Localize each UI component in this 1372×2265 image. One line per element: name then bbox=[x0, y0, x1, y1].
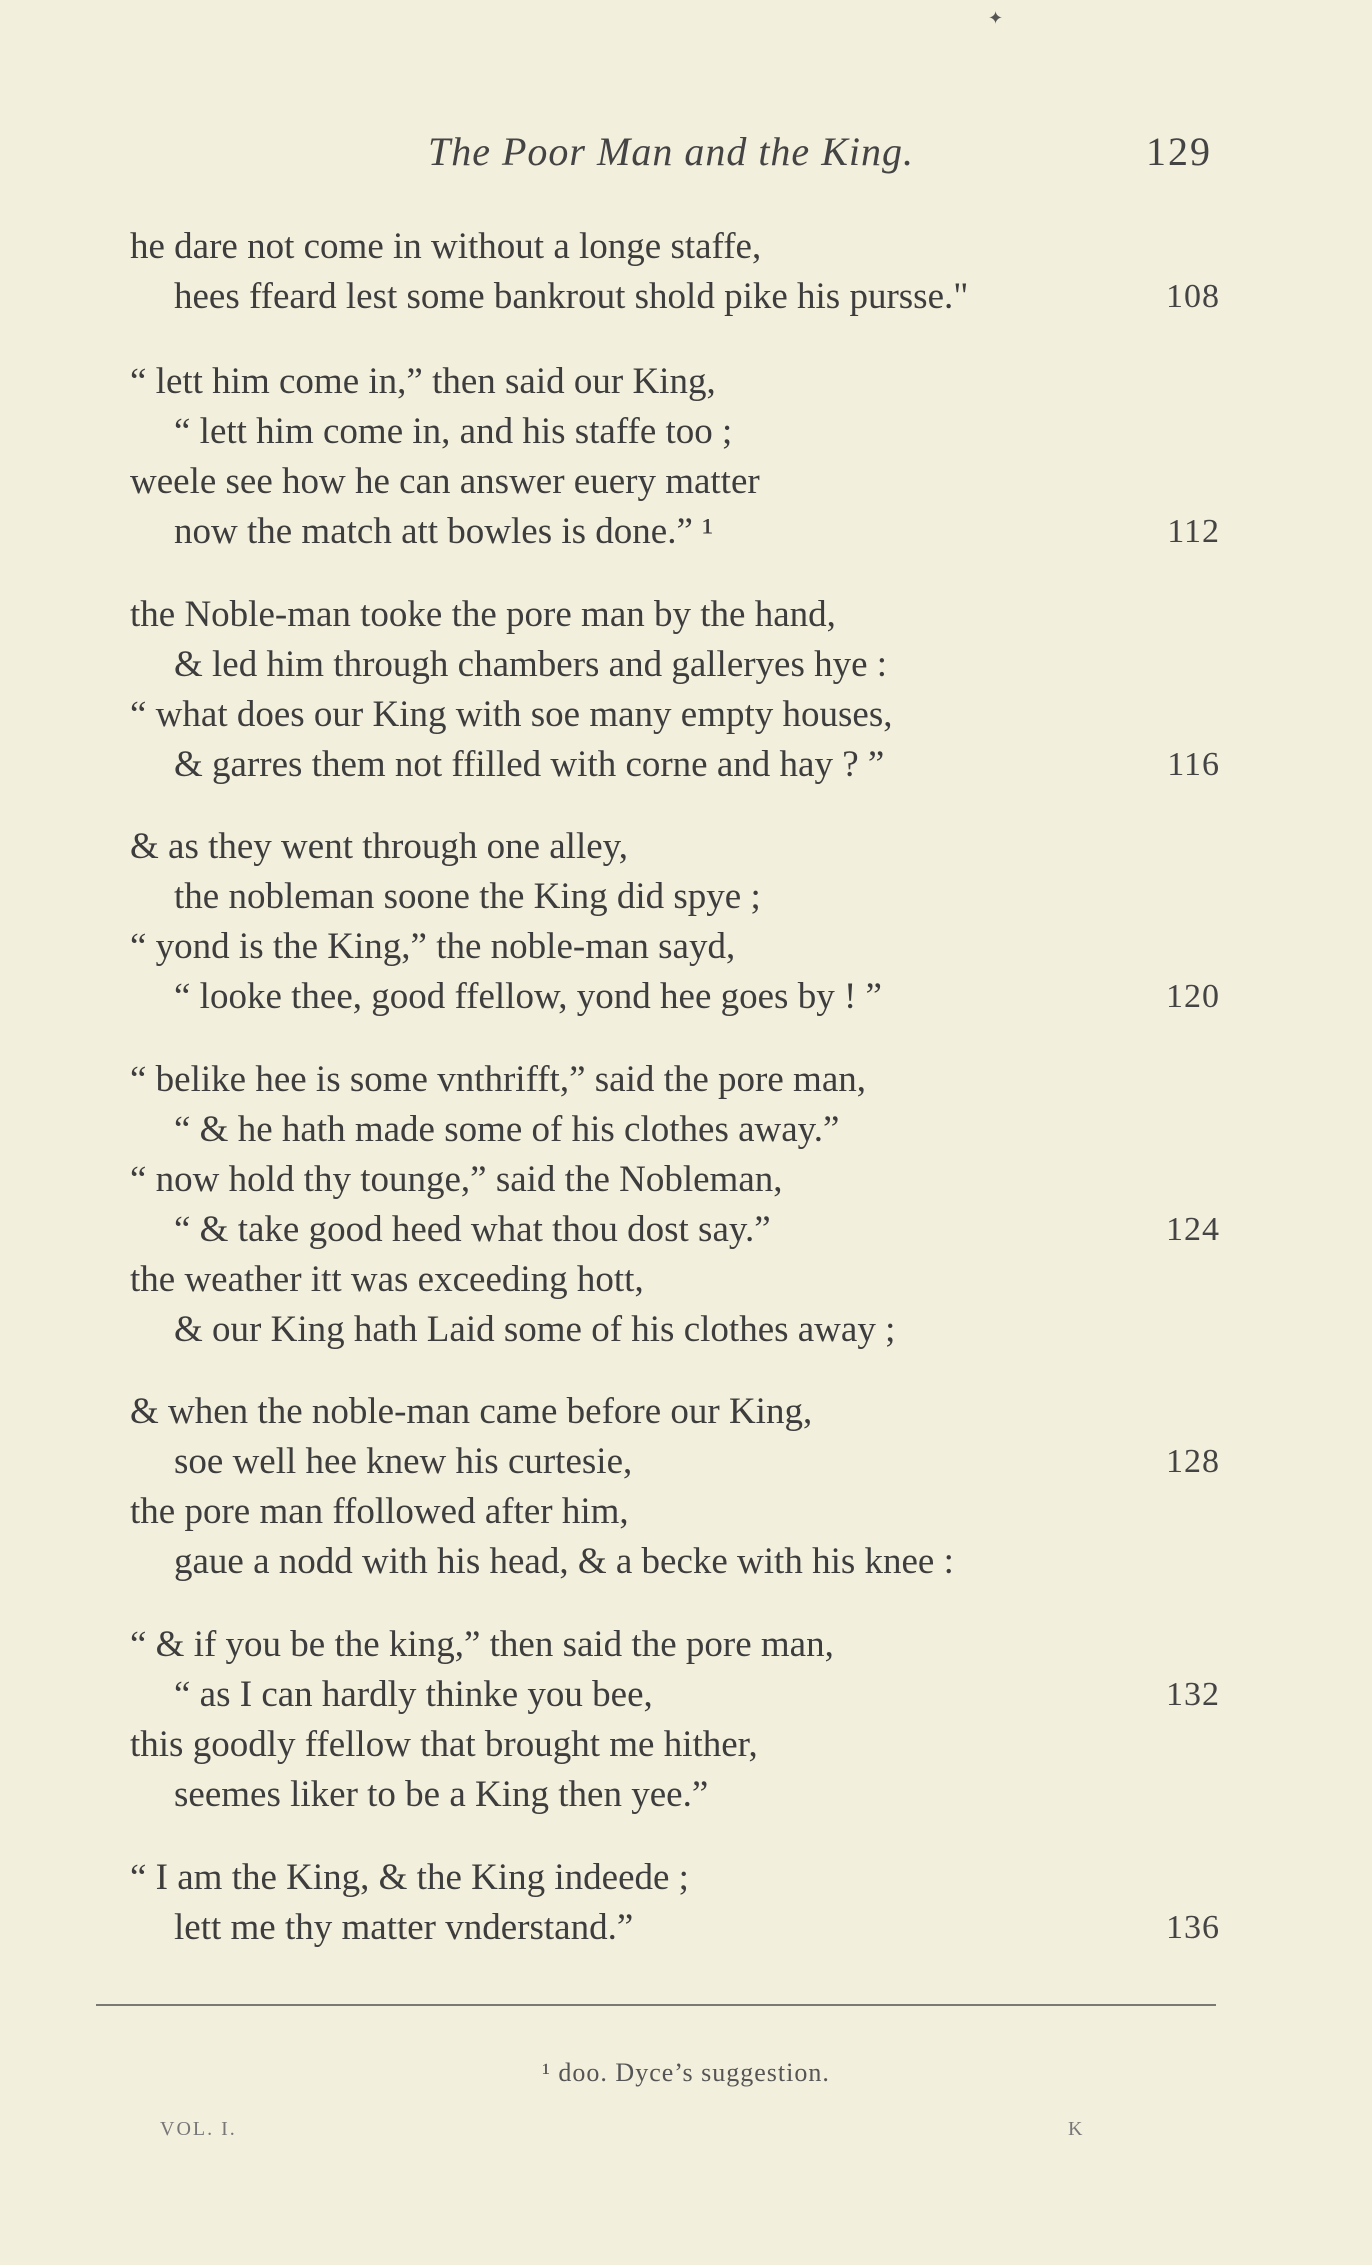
verse-text: “ yond is the King,” the noble-man sayd, bbox=[130, 926, 736, 967]
line-number: 112 bbox=[1167, 513, 1220, 550]
page-number: 129 bbox=[1146, 129, 1212, 174]
verse-text: & as they went through one alley, bbox=[130, 826, 629, 867]
verse-line bbox=[130, 1620, 1220, 1670]
footnote-rule bbox=[96, 2004, 1216, 2006]
gathering-mark: K bbox=[1068, 2118, 1085, 2140]
verse-line bbox=[174, 1903, 1264, 1953]
verse-text: “ & he hath made some of his clothes away.” bbox=[174, 1109, 840, 1150]
footnote: ¹ doo. Dyce’s suggestion. bbox=[542, 2058, 830, 2087]
verse-text: now the match att bowles is done.” ¹ bbox=[174, 511, 714, 552]
verse-text: & garres them not ffilled with corne and hay ? ” bbox=[174, 744, 885, 785]
verse-text: & when the noble-man came before our King, bbox=[130, 1391, 813, 1432]
verse-text: “ I am the King, & the King indeede ; bbox=[130, 1857, 689, 1898]
line-number: 132 bbox=[1166, 1676, 1220, 1713]
page-title: The Poor Man and the King. bbox=[428, 129, 914, 174]
verse-line bbox=[130, 822, 1220, 872]
verse-line bbox=[130, 1853, 1220, 1903]
verse-line bbox=[174, 507, 1264, 557]
verse-text: weele see how he can answer euery matter bbox=[130, 461, 760, 502]
verse-text: “ & take good heed what thou dost say.” bbox=[174, 1209, 771, 1250]
verse-line bbox=[174, 1537, 1264, 1587]
verse-line bbox=[174, 407, 1264, 457]
verse-text: the pore man ffollowed after him, bbox=[130, 1491, 629, 1532]
verse-line bbox=[130, 690, 1220, 740]
verse-line bbox=[174, 1205, 1264, 1255]
volume-signature: VOL. I. bbox=[160, 2118, 237, 2140]
verse-text: soe well hee knew his curtesie, bbox=[174, 1441, 633, 1482]
verse-text: seemes liker to be a King then yee.” bbox=[174, 1774, 709, 1815]
verse-line bbox=[130, 590, 1220, 640]
verse-text: “ looke thee, good ffellow, yond hee goes by ! ” bbox=[174, 976, 882, 1017]
line-number: 120 bbox=[1166, 978, 1220, 1015]
verse-line bbox=[130, 1720, 1220, 1770]
verse-line bbox=[130, 1487, 1220, 1537]
verse-line bbox=[174, 872, 1264, 922]
verse-line bbox=[130, 222, 1220, 272]
verse-text: “ now hold thy tounge,” said the Nobleman, bbox=[130, 1159, 783, 1200]
verse-line bbox=[130, 357, 1220, 407]
verse-text: “ & if you be the king,” then said the pore man, bbox=[130, 1624, 834, 1665]
verse-line bbox=[174, 272, 1264, 322]
line-number: 128 bbox=[1166, 1443, 1220, 1480]
line-number: 124 bbox=[1166, 1211, 1220, 1248]
verse-line bbox=[174, 1670, 1264, 1720]
verse-text: & led him through chambers and galleryes hye : bbox=[174, 644, 888, 685]
line-number: 108 bbox=[1166, 278, 1220, 315]
verse-text: “ lett him come in,” then said our King, bbox=[130, 361, 716, 402]
verse-text: “ belike hee is some vnthrifft,” said the pore man, bbox=[130, 1059, 867, 1100]
line-number: 116 bbox=[1167, 746, 1220, 783]
verse-line bbox=[174, 640, 1264, 690]
verse-text: lett me thy matter vnderstand.” bbox=[174, 1907, 634, 1948]
verse-text: the weather itt was exceeding hott, bbox=[130, 1259, 644, 1300]
verse-line bbox=[174, 1305, 1264, 1355]
verse-text: “ what does our King with soe many empty houses, bbox=[130, 694, 893, 735]
verse-line bbox=[174, 1437, 1264, 1487]
verse-line bbox=[174, 740, 1264, 790]
verse-line bbox=[174, 1770, 1264, 1820]
verse-line bbox=[130, 1055, 1220, 1105]
verse-text: he dare not come in without a longe staffe, bbox=[130, 226, 762, 267]
verse-line bbox=[130, 1155, 1220, 1205]
verse-line bbox=[130, 1255, 1220, 1305]
verse-text: this goodly ffellow that brought me hither, bbox=[130, 1724, 758, 1765]
line-number: 136 bbox=[1166, 1909, 1220, 1946]
verse-text: & our King hath Laid some of his clothes away ; bbox=[174, 1309, 896, 1350]
verse-line bbox=[130, 1387, 1220, 1437]
verse-text: hees ffeard lest some bankrout shold pike his pursse." bbox=[174, 276, 969, 317]
verse-text: “ lett him come in, and his staffe too ; bbox=[174, 411, 733, 452]
verse-line bbox=[174, 1105, 1264, 1155]
verse-text: “ as I can hardly thinke you bee, bbox=[174, 1674, 653, 1715]
verse-text: the nobleman soone the King did spye ; bbox=[174, 876, 761, 917]
verse-line bbox=[174, 972, 1264, 1022]
ink-speck: ✦ bbox=[988, 8, 1004, 28]
verse-line bbox=[130, 457, 1220, 507]
verse-line bbox=[130, 922, 1220, 972]
verse-text: the Noble-man tooke the pore man by the hand, bbox=[130, 594, 836, 635]
verse-text: gaue a nodd with his head, & a becke with his knee : bbox=[174, 1541, 954, 1582]
running-head bbox=[130, 128, 1212, 188]
